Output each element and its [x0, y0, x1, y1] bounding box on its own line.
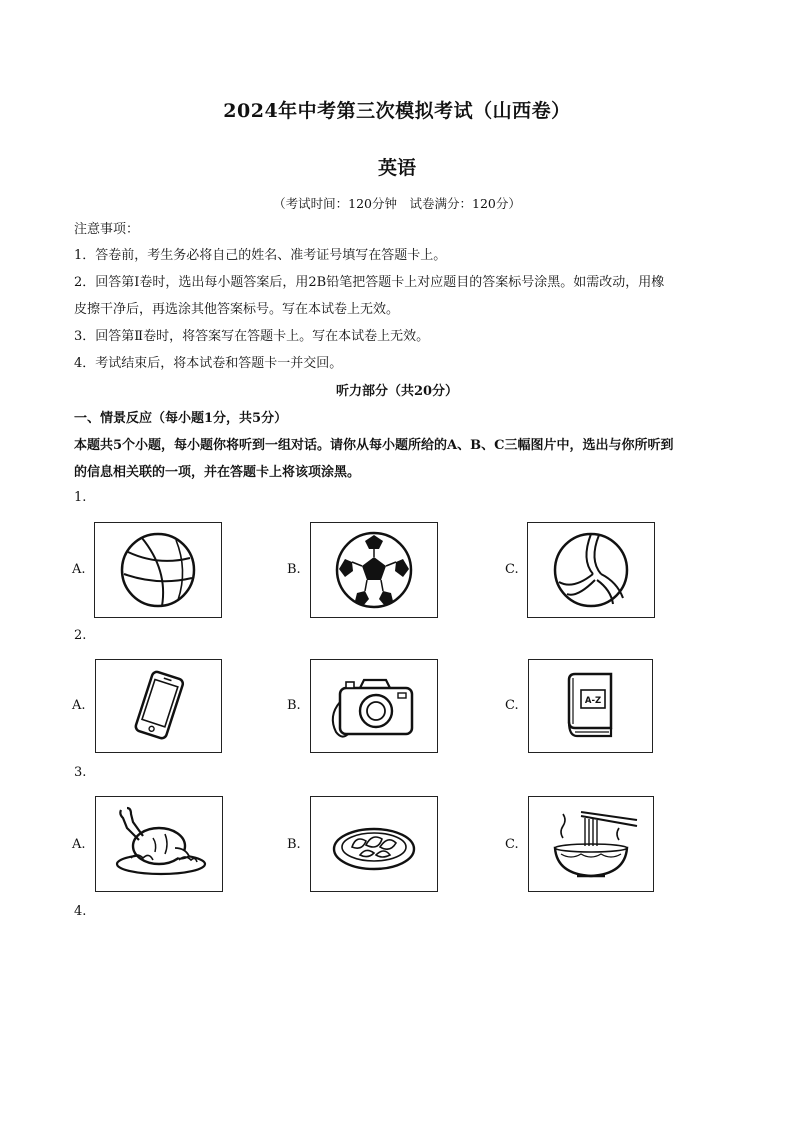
roast-chicken-icon: [109, 804, 209, 884]
section-heading: 听力部分（共20分）: [335, 384, 459, 399]
option-label: C.: [505, 698, 519, 713]
option-label: A.: [72, 837, 86, 852]
option-label: A.: [72, 562, 86, 577]
option-label: A.: [72, 698, 86, 713]
question-number: 3.: [74, 765, 87, 780]
option-label: B.: [287, 562, 301, 577]
dumplings-plate-icon: [326, 809, 422, 879]
option-label: B.: [287, 698, 301, 713]
part-instructions: 本题共5个小题，每小题你将听到一组对话。请你从每小题所给的A、B、C三幅图片中，选出与你所听到: [74, 438, 674, 453]
page-title: 2024年中考第三次模拟考试（山西卷）: [223, 100, 571, 122]
option-c-image[interactable]: [527, 522, 655, 618]
option-a-image[interactable]: [95, 796, 223, 892]
question-number: 1.: [74, 490, 87, 505]
subject-title: 英语: [377, 157, 416, 179]
note-item: 皮擦干净后，再选涂其他答案标号。写在本试卷上无效。: [74, 302, 400, 317]
exam-meta: （考试时间：120分钟 试卷满分：120分）: [273, 196, 521, 211]
part-instructions: 的信息相关联的一项，并在答题卡上将该项涂黑。: [74, 465, 361, 480]
camera-icon: [326, 666, 422, 746]
option-b-image[interactable]: [310, 796, 438, 892]
soccer-ball-icon: [333, 529, 415, 611]
option-label: B.: [287, 837, 301, 852]
volleyball-icon: [551, 530, 631, 610]
option-c-image[interactable]: [528, 659, 653, 753]
note-item: 1．答卷前，考生务必将自己的姓名、准考证号填写在答题卡上。: [74, 248, 447, 263]
option-b-image[interactable]: [310, 659, 438, 753]
notes-heading: 注意事项：: [74, 222, 140, 237]
note-item: 4．考试结束后，将本试卷和答题卡一并交回。: [74, 356, 343, 371]
smartphone-icon: [119, 666, 199, 746]
dictionary-label: A-Z: [584, 696, 601, 706]
noodles-bowl-icon: [541, 804, 641, 884]
question-number: 2.: [74, 628, 87, 643]
part-heading: 一、情景反应（每小题1分，共5分）: [74, 411, 288, 426]
dictionary-icon: [551, 666, 631, 746]
option-a-image[interactable]: [94, 522, 222, 618]
note-item: 2．回答第Ⅰ卷时，选出每小题答案后，用2B铅笔把答题卡上对应题目的答案标号涂黑。如需改动，用橡: [74, 275, 665, 290]
option-b-image[interactable]: [310, 522, 438, 618]
option-label: C.: [505, 562, 519, 577]
option-c-image[interactable]: [528, 796, 654, 892]
question-number: 4.: [74, 904, 87, 919]
basketball-icon: [118, 530, 198, 610]
note-item: 3．回答第Ⅱ卷时，将答案写在答题卡上。写在本试卷上无效。: [74, 329, 430, 344]
option-label: C.: [505, 837, 519, 852]
option-a-image[interactable]: [95, 659, 222, 753]
